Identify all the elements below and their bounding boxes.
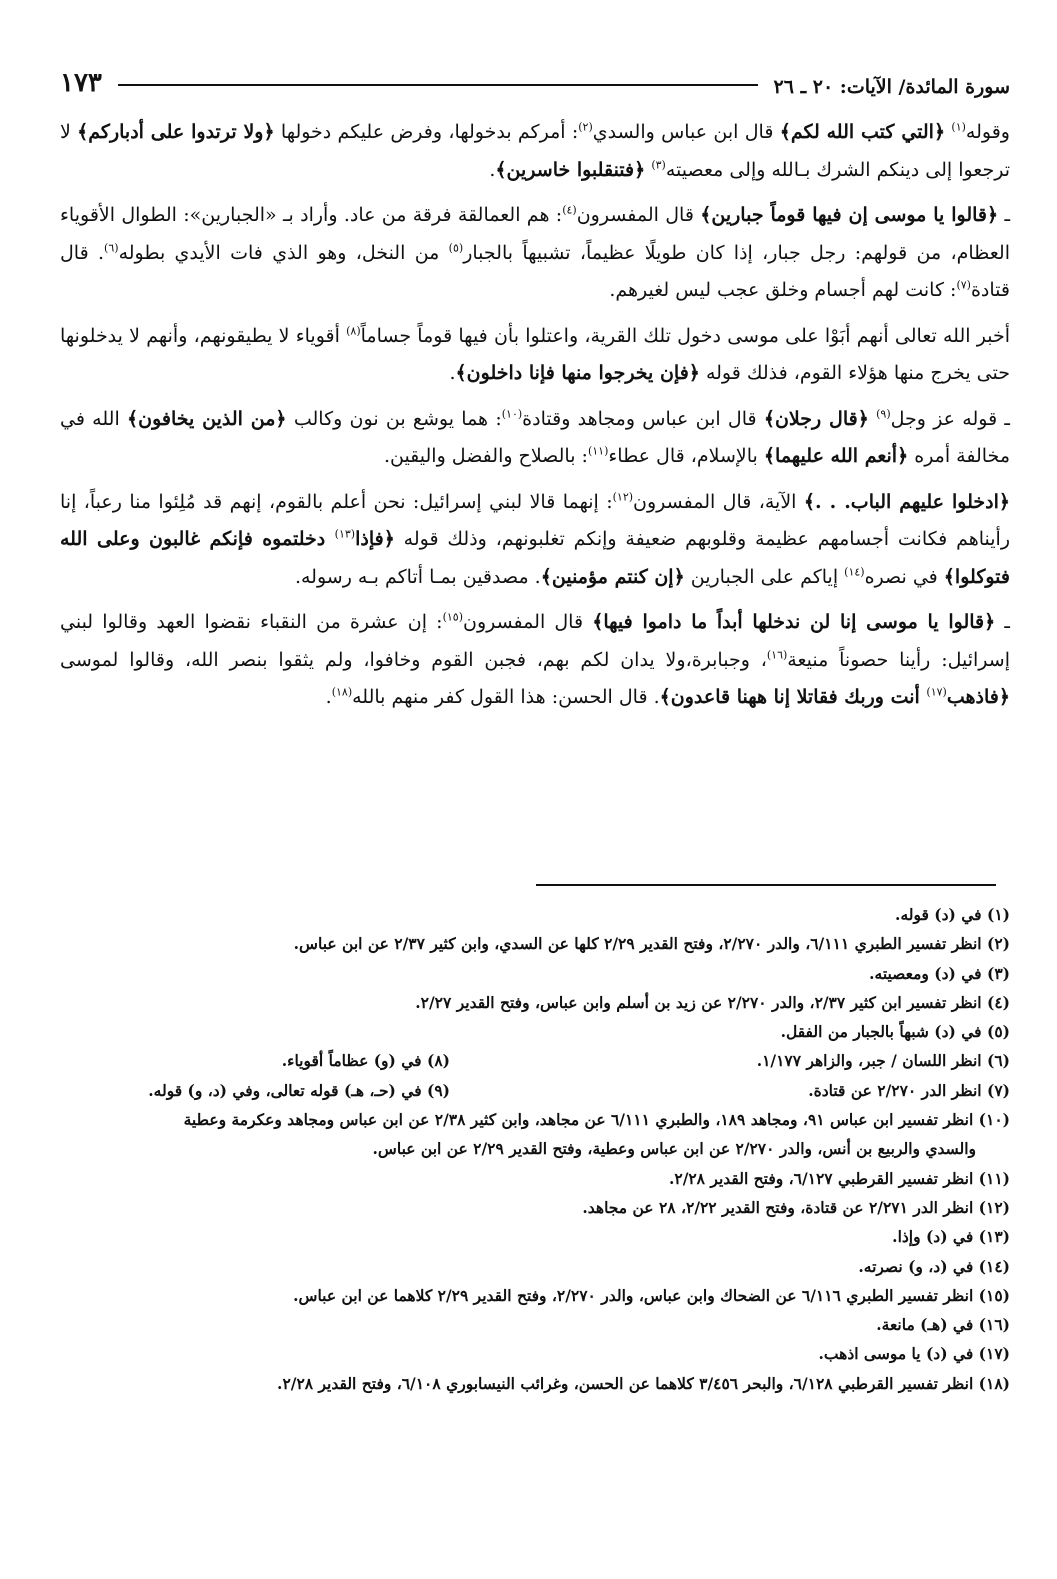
text-run: الله في مخالفة أمره: [60, 407, 1010, 467]
footnote-ref: (١٤): [844, 565, 865, 579]
text-run: .: [489, 158, 496, 181]
footnote-16: (١٦) في (هـ) مانعة.: [876, 1315, 1010, 1335]
paragraph: [60, 114, 1010, 189]
footnote-1: (١) في (د) قوله.: [895, 905, 1010, 924]
text-run: قال المفسرون: [576, 204, 701, 226]
quran-quote: ﴿قالوا يا موسى إن فيها قوماً جبارين﴾: [700, 204, 999, 226]
text-run: ـ قوله عز وجل: [890, 407, 1010, 430]
footnote-ref: (٢): [578, 120, 593, 134]
footnote-17: (١٧) في (د) يا موسى اذهب.: [818, 1344, 1010, 1364]
text-run: : إنهما قالا لبني إسرائيل: نحن أعلم بالقوم، إنهم قد مُلِئوا منا رعباً، إنا رأيناهم فكانت أجسامهم عظيمة وقلوبهم ضعيفة وإنكم تغلبونهم، وذلك قوله: [60, 490, 1011, 550]
header-rule: [118, 84, 758, 86]
footnote-14: (١٤) في (د، و) نصرته.: [858, 1256, 1010, 1276]
footnote-5: (٥) في (د) شبهاً بالجبار من الفقل.: [780, 1022, 1010, 1042]
text-run: من النخل، وهو الذي فات الأيدي بطوله: [118, 241, 449, 264]
text-run: . مصدقين بمـا أتاكم بـه رسوله.: [294, 565, 541, 588]
text-run: : هما يوشع بن نون وكالب: [286, 407, 502, 430]
footnote-ref: (٧): [956, 278, 971, 292]
quran-quote: ﴿فتنقلبوا خاسرين﴾: [495, 158, 646, 181]
footnote-ref: (١٥): [442, 610, 463, 624]
footnote-ref: (١٨): [331, 685, 353, 699]
footnote-7: (٧) انظر الدر ٢/٢٧٠ عن قتادة.: [808, 1080, 1010, 1100]
footnote-4: (٤) انظر تفسير ابن كثير ٢/٣٧، والدر ٢/٢٧٠ عن زيد بن أسلم وابن عباس، وفتح القدير ٢/٢٧.: [415, 992, 1010, 1012]
footnote-ref: (٥): [448, 241, 464, 255]
page-number: ١٧٣: [60, 68, 102, 98]
text-run: : إن عشرة من النقباء نقضوا العهد وقالوا لبني إسرائيل: رأينا حصوناً منيعة: [60, 611, 1010, 671]
quran-quote: دخلتموه فإنكم غالبون وعلى الله فتوكلوا﴾: [60, 528, 1010, 588]
text-run: : هم العمالقة فرقة من عاد. وأراد بـ «الجبارين»: الطوال الأقوياء العظام، من قولهم: رجل جبار، إذا كان طويلًا عظيماً، تشبيهاً بالجبار: [60, 204, 1010, 264]
text-run: إياكم على الجبارين: [684, 565, 845, 588]
footnote-2: (٢) انظر تفسير الطبري ٦/١١١، والدر ٢/٢٧٠، وفتح القدير ٢/٢٩ كلها عن السدي، وابن كثير ٢/٣٧ عن ابن عباس.: [293, 934, 1010, 954]
text-run: وقوله: [965, 121, 1010, 143]
paragraph: [60, 197, 1010, 310]
text-run: . قال قتادة: [60, 241, 1010, 301]
footnote-10: (١٠) انظر تفسير ابن عباس ٩١، ومجاهد ١٨٩، والطبري ٦/١١١ عن مجاهد، وابن كثير ٢/٣٨ عن ابن عباس ومجاهد وعكرمة وعطية: [183, 1110, 1010, 1130]
paragraph: [60, 318, 1010, 393]
footnote-ref: (٣): [651, 158, 666, 172]
footnote-ref: (١٣): [334, 527, 356, 541]
quran-quote: ﴿التي كتب الله لكم﴾: [779, 121, 946, 143]
quran-quote: ﴿قالوا يا موسى إنا لن ندخلها أبداً ما داموا فيها﴾: [592, 611, 996, 633]
quran-quote: ﴿فاذهب: [946, 686, 1010, 708]
main-text: [60, 114, 1010, 717]
quran-quote: أنت وربك فقاتلا إنا ههنا قاعدون﴾: [659, 686, 927, 708]
quran-quote: ﴿فإن يخرجوا منها فإنا داخلون﴾: [455, 362, 700, 384]
text-run: ، وجبابرة،ولا يدان لكم بهم، فجبن القوم وخافوا، ولم يثقوا بنصر الله، وقالوا لموسى: [60, 648, 767, 671]
footnote-15: (١٥) انظر تفسير الطبري ٦/١١٦ عن الضحاك وابن عباس، والدر ٢/٢٧٠، وفتح القدير ٢/٢٩ كلاهما عن ابن عباس.: [293, 1285, 1010, 1305]
footnote-9: (٩) في (حـ، هـ) قوله تعالى، وفي (د، و) قوله.: [148, 1080, 450, 1100]
footnote-13: (١٣) في (د) وإذا.: [892, 1227, 1010, 1247]
paragraph: [60, 401, 1010, 476]
footnote-6: (٦) انظر اللسان / جبر، والزاهر ١/١٧٧.: [756, 1051, 1010, 1071]
footnote-10-continued: والسدي والربيع بن أنس، والدر ٢/٢٧٠ عن ابن عباس وعطية، وفتح القدير ٢/٢٩ عن ابن عباس.: [372, 1139, 976, 1159]
text-run: . قال الحسن: هذا القول كفر منهم بالله: [352, 686, 660, 708]
footnote-3: (٣) في (د) ومعصيته.: [869, 963, 1010, 983]
footnote-separator: [536, 884, 996, 886]
footnote-11: (١١) انظر تفسير القرطبي ٦/١٢٧، وفتح القدير ٢/٢٨.: [668, 1168, 1010, 1188]
footnote-row-7-9: [60, 1076, 1010, 1105]
footnotes: [60, 900, 1010, 1398]
footnote-ref: (٦): [104, 241, 119, 255]
text-run: أقوياء لا يطيقونهم، وأنهم لا يدخلونها حتى يخرج منها هؤلاء القوم، فذلك قوله: [60, 324, 1010, 384]
text-run: قال المفسرون: [463, 611, 593, 633]
footnote-ref: (٩): [876, 407, 891, 421]
quran-quote: ﴿إن كنتم مؤمنين﴾: [540, 565, 685, 588]
paragraph: [60, 484, 1010, 597]
footnote-ref: (٤): [562, 203, 577, 217]
text-run: .: [449, 362, 456, 384]
footnote-ref: (١٧): [926, 685, 947, 699]
text-run: : كانت لهم أجسام وخلق عجب ليس لغيرهم.: [609, 279, 957, 301]
quran-quote: ﴿من الذين يخافون﴾: [127, 407, 287, 430]
text-run: لا ترجعوا إلى دينكم الشرك بـالله وإلى معصيته: [60, 121, 1010, 181]
footnote-ref: (٨): [346, 324, 361, 338]
text-run: قال ابن عباس ومجاهد وقتادة: [522, 407, 764, 430]
footnote-ref: (١١): [587, 444, 609, 458]
text-run: : بالصلاح والفضل واليقين.: [383, 445, 588, 467]
text-run: ـ: [998, 204, 1011, 226]
quran-quote: ﴿ولا ترتدوا على أدباركم﴾: [77, 121, 275, 143]
footnote-ref: (١٠): [501, 407, 523, 421]
text-run: .: [325, 686, 332, 708]
text-run: أخبر الله تعالى أنهم أبَوْا على موسى دخول تلك القرية، واعتلوا بأن فيها قوماً جساماً: [360, 324, 1010, 347]
text-run: الآية، قال المفسرون: [633, 490, 804, 513]
quran-quote: ﴿قال رجلان﴾: [763, 407, 869, 430]
text-run: بالإسلام، قال عطاء: [608, 445, 764, 467]
surah-title: سورة المائدة/ الآيات: ٢٠ ـ ٢٦: [773, 76, 1010, 98]
footnote-row-6-8: [60, 1046, 1010, 1075]
text-run: : أمركم بدخولها، وفرض عليكم دخولها: [274, 121, 579, 143]
footnote-ref: (١٢): [612, 490, 634, 504]
quran-quote: ﴿فإذا: [355, 528, 395, 550]
text-run: قال ابن عباس والسدي: [592, 121, 780, 143]
text-run: ـ: [995, 611, 1010, 633]
footnote-8: (٨) في (و) عظاماً أقوياء.: [281, 1051, 450, 1071]
paragraph: [60, 604, 1010, 717]
footnote-18: (١٨) انظر تفسير القرطبي ٦/١٢٨، والبحر ٣/٤٥٦ كلاهما عن الحسن، وغرائب النيسابوري ٦/١٠٨، وفتح القدير ٢/٢٨.: [277, 1373, 1010, 1393]
footnote-ref: (١٦): [766, 648, 788, 662]
quran-quote: ﴿أنعم الله عليهما﴾: [763, 445, 909, 467]
footnote-ref: (١): [951, 120, 966, 134]
running-header: [60, 58, 1010, 98]
text-run: في نصره: [864, 565, 944, 588]
page: [60, 58, 1011, 1393]
footnote-12: (١٢) انظر الدر ٢/٢٧١ عن قتادة، وفتح القدير ٢/٢٢، ٢٨ عن مجاهد.: [582, 1197, 1010, 1217]
quran-quote: ﴿ادخلوا عليهم الباب. . .﴾: [803, 490, 1011, 513]
